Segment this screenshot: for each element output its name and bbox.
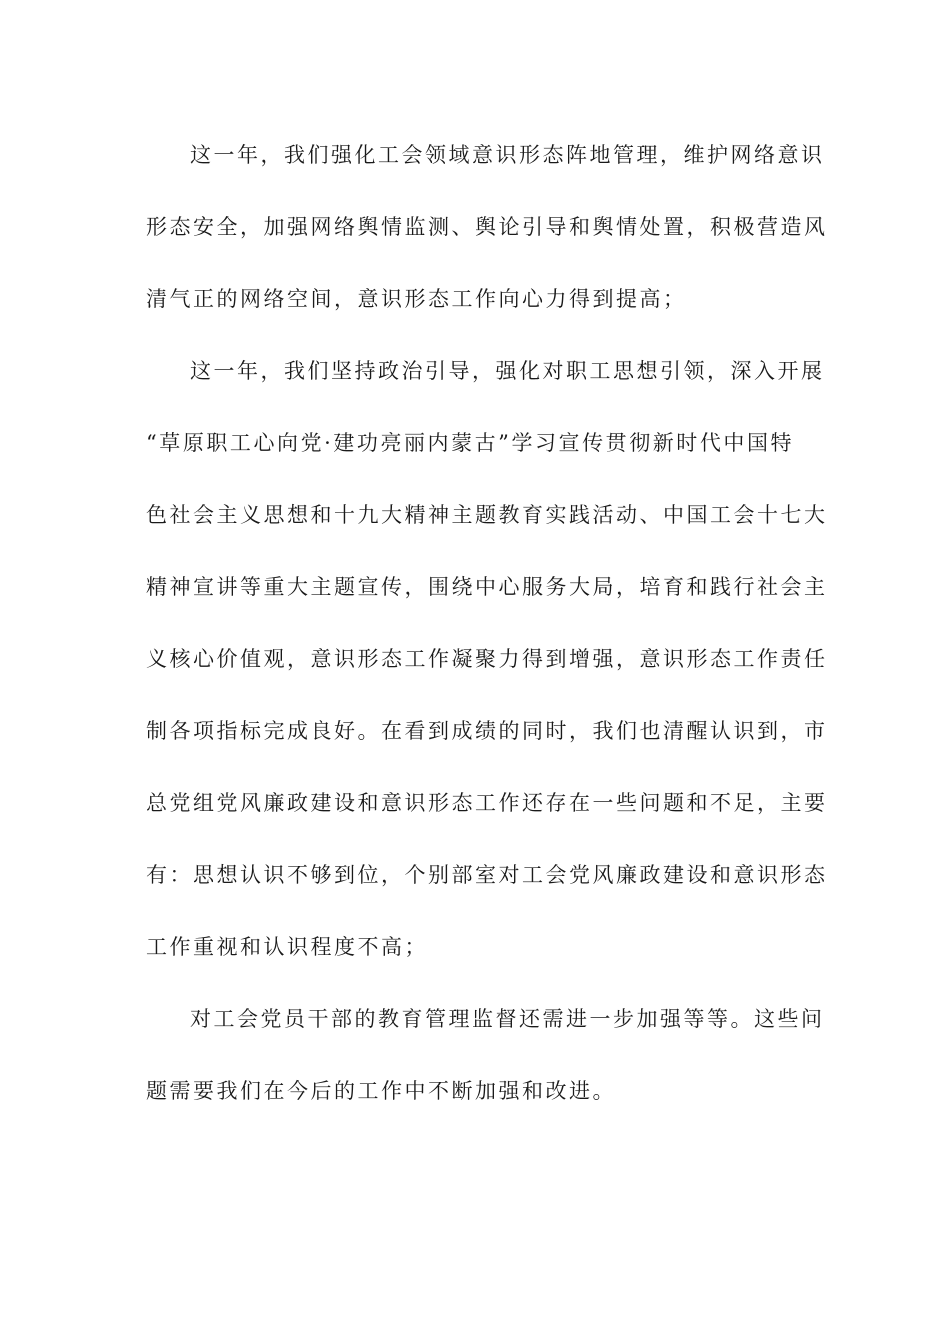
text-line: 制各项指标完成良好。在看到成绩的同时，我们也清醒认识到，市	[146, 719, 828, 743]
text-line: 清气正的网络空间，意识形态工作向心力得到提高；	[146, 287, 687, 311]
text-line: 总党组党风廉政建设和意识形态工作还存在一些问题和不足，主要	[146, 791, 828, 815]
text-line: 有：思想认识不够到位，个别部室对工会党风廉政建设和意识形态	[146, 863, 828, 887]
paragraph-1	[146, 119, 828, 335]
text-line: 这一年，我们强化工会领域意识形态阵地管理，维护网络意识	[190, 143, 825, 167]
paragraph-2	[146, 335, 828, 983]
text-line: 这一年，我们坚持政治引导，强化对职工思想引领，深入开展	[190, 359, 825, 383]
text-line: 工作重视和认识程度不高；	[146, 935, 428, 959]
paragraph-3	[146, 983, 825, 1127]
text-line: 题需要我们在今后的工作中不断加强和改进。	[146, 1079, 616, 1103]
text-line: 形态安全，加强网络舆情监测、舆论引导和舆情处置，积极营造风	[146, 215, 828, 239]
text-line: 对工会党员干部的教育管理监督还需进一步加强等等。这些问	[190, 1007, 825, 1031]
text-line: 精神宣讲等重大主题宣传，围绕中心服务大局，培育和践行社会主	[146, 575, 828, 599]
text-line: 色社会主义思想和十九大精神主题教育实践活动、中国工会十七大	[146, 503, 828, 527]
text-line: “草原职工心向党·建功亮丽内蒙古”学习宣传贯彻新时代中国特	[146, 431, 794, 455]
document-body	[146, 119, 828, 1127]
text-line: 义核心价值观，意识形态工作凝聚力得到增强，意识形态工作责任	[146, 647, 828, 671]
